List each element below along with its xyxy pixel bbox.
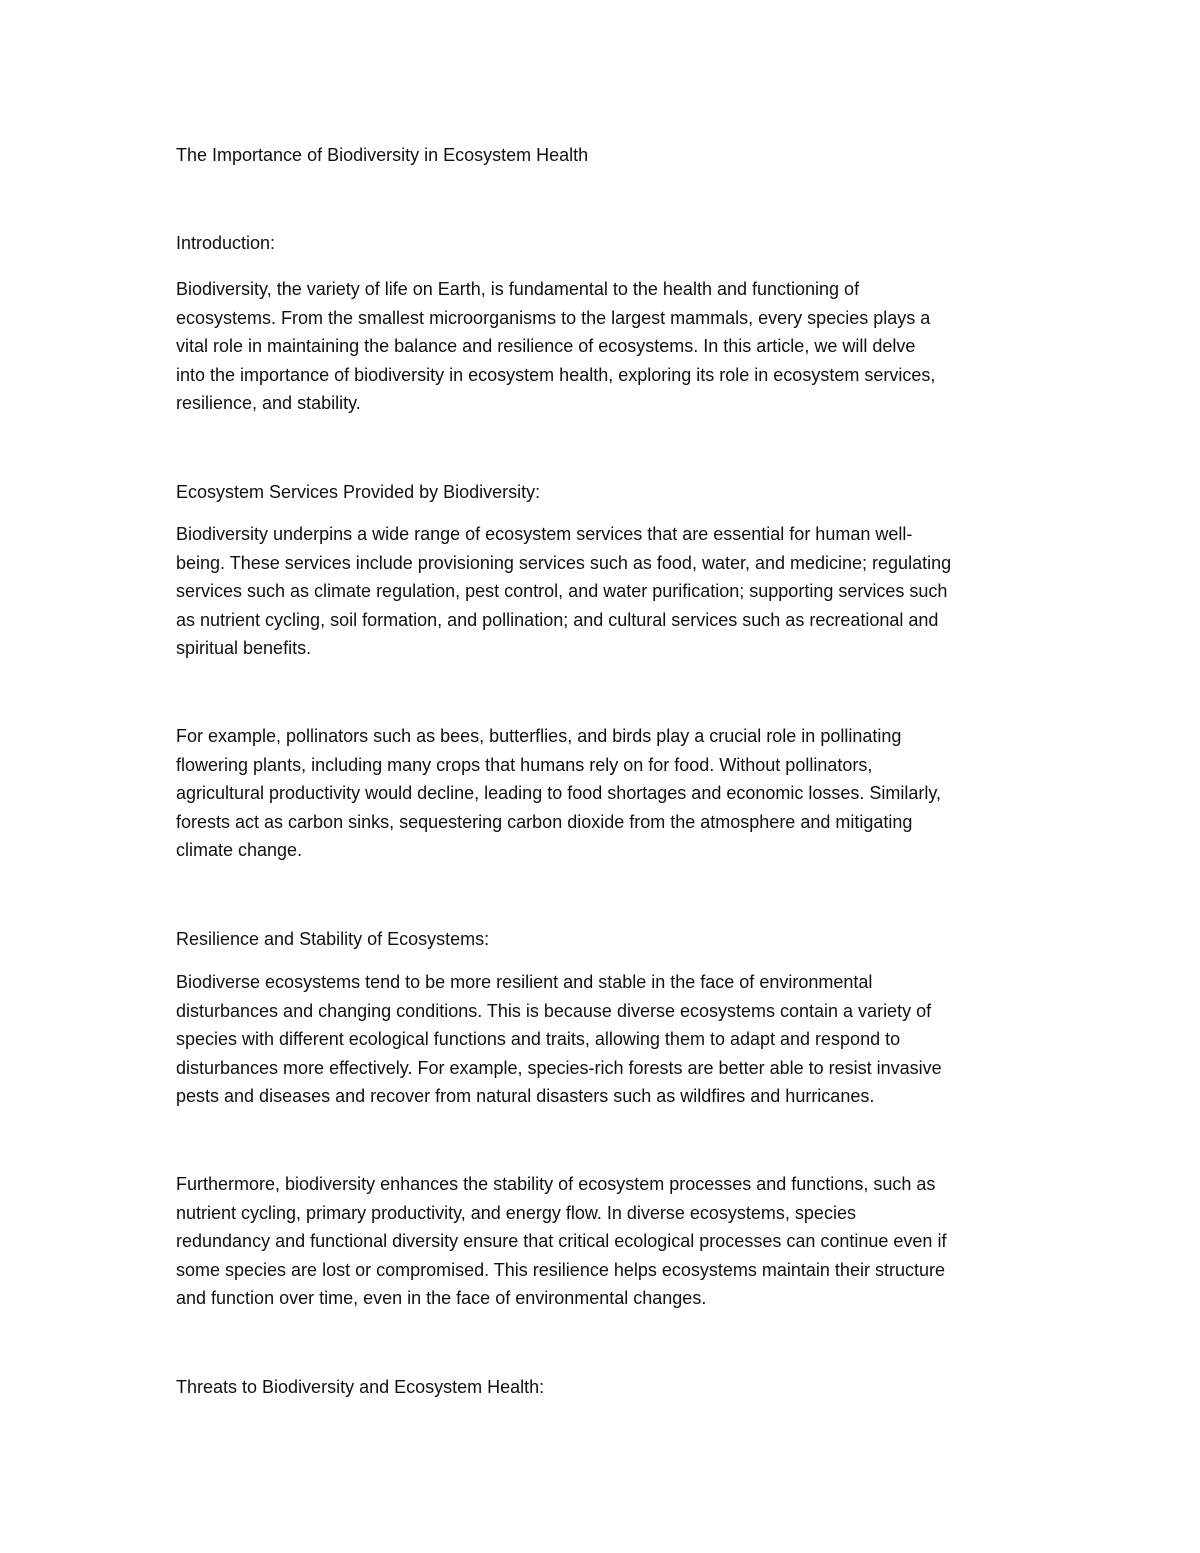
paragraph-line: ecosystems. From the smallest microorganisms to the largest mammals, every species plays a	[176, 307, 931, 328]
paragraph-line: flowering plants, including many crops that humans rely on for food. Without pollinators,	[176, 754, 873, 775]
paragraph-line: forests act as carbon sinks, sequestering carbon dioxide from the atmosphere and mitigating	[176, 811, 913, 832]
paragraph-line: and function over time, even in the face of environmental changes.	[176, 1288, 707, 1309]
section-heading-threats: Threats to Biodiversity and Ecosystem Health:	[176, 1377, 545, 1397]
document-title: The Importance of Biodiversity in Ecosystem Health	[176, 145, 589, 165]
section-heading-ecosystem-services: Ecosystem Services Provided by Biodiversity:	[176, 482, 541, 502]
paragraph-line: resilience, and stability.	[176, 393, 361, 414]
paragraph-line: spiritual benefits.	[176, 638, 312, 659]
paragraph-line: species with different ecological functions and traits, allowing them to adapt and respond to	[176, 1029, 901, 1050]
section-heading-introduction: Introduction:	[176, 233, 276, 253]
paragraph-line: redundancy and functional diversity ensure that critical ecological processes can continue even if	[176, 1231, 947, 1252]
paragraph-line: as nutrient cycling, soil formation, and pollination; and cultural services such as recreational and	[176, 609, 939, 630]
paragraph-line: some species are lost or compromised. This resilience helps ecosystems maintain their structure	[176, 1259, 945, 1280]
paragraph-line: pests and diseases and recover from natural disasters such as wildfires and hurricanes.	[176, 1086, 875, 1107]
paragraph-line: services such as climate regulation, pest control, and water purification; supporting services such	[176, 581, 948, 602]
paragraph-line: Biodiversity, the variety of life on Earth, is fundamental to the health and functioning of	[176, 279, 860, 299]
paragraph-line: into the importance of biodiversity in ecosystem health, exploring its role in ecosystem services,	[176, 364, 936, 385]
paragraph-line: Furthermore, biodiversity enhances the stability of ecosystem processes and functions, such as	[176, 1174, 936, 1194]
paragraph-line: agricultural productivity would decline, leading to food shortages and economic losses. Similarly,	[176, 783, 942, 804]
paragraph-line: vital role in maintaining the balance and resilience of ecosystems. In this article, we will delve	[176, 336, 916, 357]
paragraph-line: Biodiverse ecosystems tend to be more resilient and stable in the face of environmental	[176, 972, 873, 992]
paragraph-line: disturbances and changing conditions. This is because diverse ecosystems contain a variety of	[176, 1000, 932, 1021]
paragraph-line: disturbances more effectively. For example, species-rich forests are better able to resist invasive	[176, 1057, 942, 1078]
paragraph-line: being. These services include provisioning services such as food, water, and medicine; regulating	[176, 552, 952, 573]
paragraph-line: Biodiversity underpins a wide range of ecosystem services that are essential for human well-	[176, 524, 913, 544]
paragraph-line: For example, pollinators such as bees, butterflies, and birds play a crucial role in pollinating	[176, 726, 902, 746]
paragraph-line: climate change.	[176, 840, 303, 861]
paragraph-line: nutrient cycling, primary productivity, and energy flow. In diverse ecosystems, species	[176, 1202, 856, 1223]
section-heading-resilience: Resilience and Stability of Ecosystems:	[176, 929, 490, 949]
